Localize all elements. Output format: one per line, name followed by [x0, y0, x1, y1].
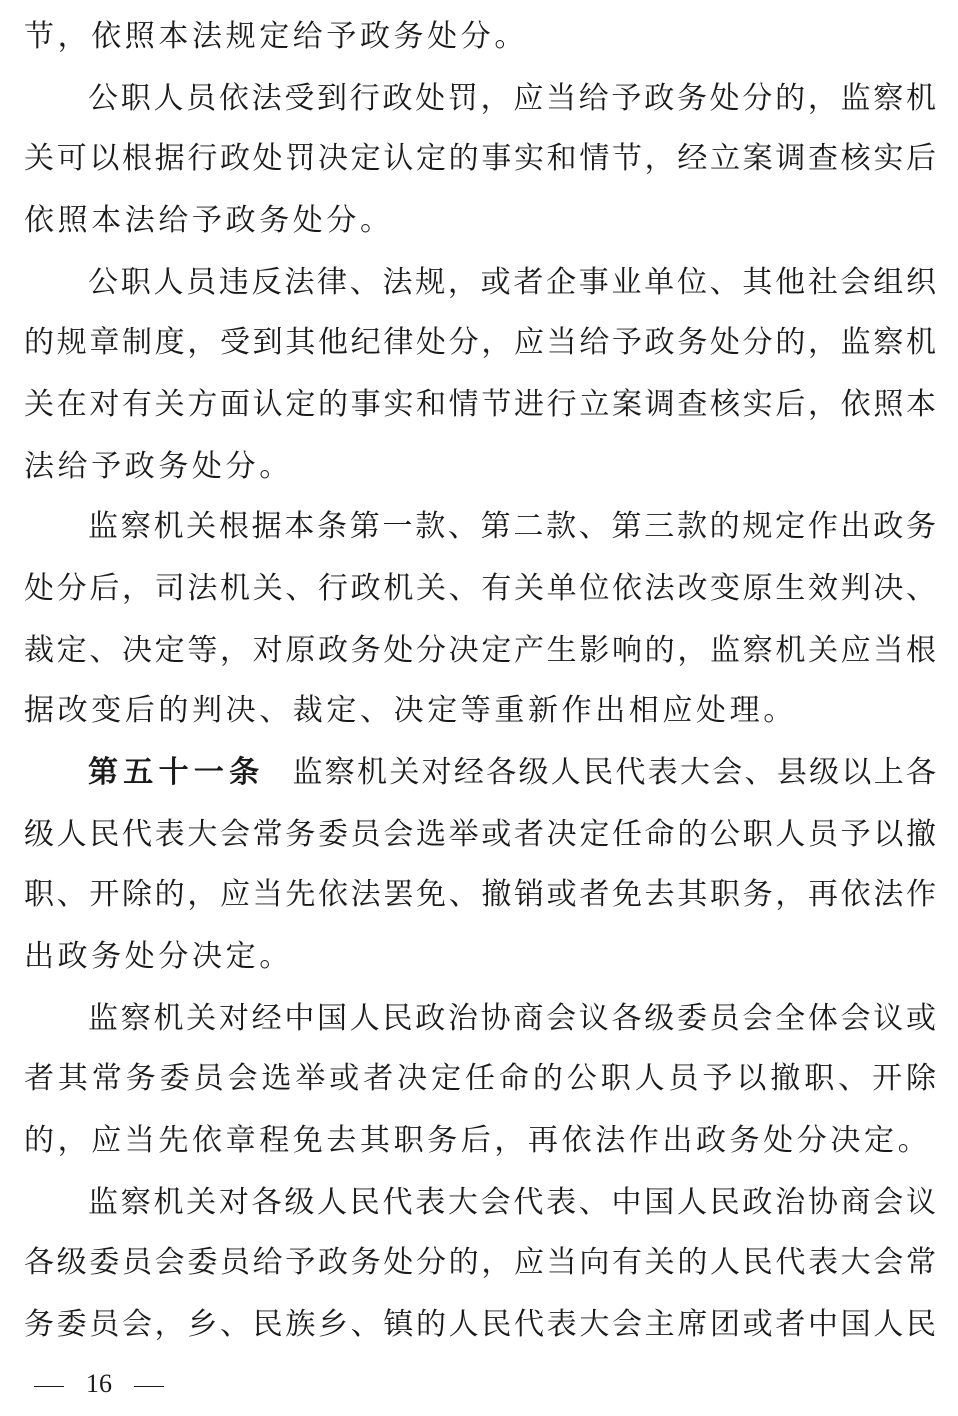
article-heading-line — [88, 742, 936, 804]
text-line: 职、开除的，应当先依法罢免、撤销或者免去其职务，再依法作 — [24, 877, 936, 912]
text-line: 法给予政务处分。 — [24, 449, 293, 484]
text-line: 公职人员违反法律、法规，或者企事业单位、其他社会组织 — [88, 265, 936, 300]
text-line: 监察机关对各级人民代表大会代表、中国人民政治协商会议 — [88, 1185, 936, 1220]
article-number: 第五十一条 — [88, 755, 265, 790]
text-line: 务委员会，乡、民族乡、镇的人民代表大会主席团或者中国人民 — [24, 1307, 936, 1342]
text-line: 据改变后的判决、裁定、决定等重新作出相应处理。 — [24, 693, 797, 728]
text-line: 级人民代表大会常务委员会选举或者决定任命的公职人员予以撤 — [24, 817, 936, 852]
article-text: 监察机关对经各级人民代表大会、县级以上各 — [292, 755, 936, 790]
text-line: 出政务处分决定。 — [24, 939, 293, 974]
text-line: 者其常务委员会选举或者决定任命的公职人员予以撤职、开除 — [24, 1061, 936, 1096]
text-line: 监察机关对经中国人民政治协商会议各级委员会全体会议或 — [88, 1001, 936, 1036]
text-line: 节，依照本法规定给予政务处分。 — [24, 19, 528, 54]
text-line: 裁定、决定等，对原政务处分决定产生影响的，监察机关应当根 — [24, 633, 936, 668]
page-footer — [34, 1366, 164, 1402]
text-line: 依照本法给予政务处分。 — [24, 203, 394, 238]
text-line: 的规章制度，受到其他纪律处分，应当给予政务处分的，监察机 — [24, 325, 936, 360]
footer-dash-left — [34, 1386, 64, 1387]
text-line: 公职人员依法受到行政处罚，应当给予政务处分的，监察机 — [88, 81, 936, 116]
page-number: 16 — [86, 1369, 112, 1398]
text-line: 关在对有关方面认定的事实和情节进行立案调查核实后，依照本 — [24, 387, 936, 422]
text-line: 监察机关根据本条第一款、第二款、第三款的规定作出政务 — [88, 509, 936, 544]
footer-dash-right — [134, 1386, 164, 1387]
text-line: 关可以根据行政处罚决定认定的事实和情节，经立案调查核实后 — [24, 141, 936, 176]
text-line: 处分后，司法机关、行政机关、有关单位依法改变原生效判决、 — [24, 571, 936, 606]
text-line: 各级委员会委员给予政务处分的，应当向有关的人民代表大会常 — [24, 1245, 936, 1280]
text-line: 的，应当先依章程免去其职务后，再依法作出政务处分决定。 — [24, 1123, 932, 1158]
